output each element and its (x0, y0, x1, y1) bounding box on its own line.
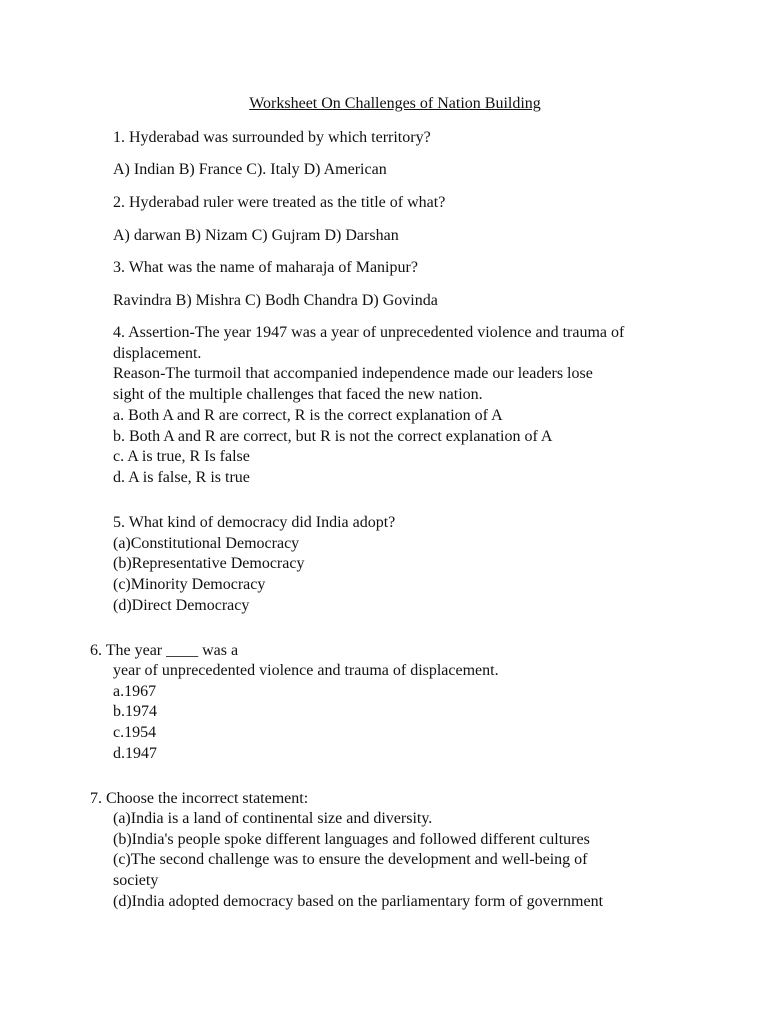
q6-block (113, 661, 499, 765)
q5-question: 5. What kind of democracy did India adopt? (113, 514, 396, 531)
q7-option-a: (a)India is a land of continental size and diversity. (113, 810, 433, 827)
q6-option-b: b.1974 (113, 703, 157, 721)
q6-question-cont: year of unprecedented violence and trauma of displacement. (113, 662, 499, 679)
q4-block (113, 323, 624, 489)
q5-option-c: (c)Minority Democracy (113, 576, 266, 594)
q6-option-a: a.1967 (113, 682, 157, 700)
q7-option-d: (d)India adopted democracy based on the parliamentary form of government (113, 892, 604, 910)
worksheet-title: Worksheet On Challenges of Nation Building (249, 95, 541, 112)
q5-block (113, 513, 395, 617)
q6-question: 6. The year ____ was a (90, 642, 239, 659)
q4-option-d: d. A is false, R is true (113, 468, 250, 486)
q5-option-b: (b)Representative Democracy (113, 555, 305, 573)
q4-reason-cont: sight of the multiple challenges that faced the new nation. (113, 386, 483, 404)
q4-option-c: c. A is true, R Is false (113, 448, 250, 466)
q7-option-c: (c)The second challenge was to ensure the development and well-being of (113, 851, 588, 869)
q5-option-a: (a)Constitutional Democracy (113, 534, 300, 552)
q3-options: Ravindra B) Mishra C) Bodh Chandra D) Govinda (113, 292, 438, 309)
q6-option-c: c.1954 (113, 724, 157, 742)
q4-assertion: 4. Assertion-The year 1947 was a year of unprecedented violence and trauma of (113, 324, 625, 341)
q5-option-d: (d)Direct Democracy (113, 596, 250, 614)
q2-options: A) darwan B) Nizam C) Gujram D) Darshan (113, 227, 399, 244)
q4-option-b: b. Both A and R are correct, but R is not the correct explanation of A (113, 427, 553, 445)
q4-option-a: a. Both A and R are correct, R is the correct explanation of A (113, 406, 503, 424)
q7-option-b: (b)India's people spoke different languages and followed different cultures (113, 830, 590, 848)
q7-question: 7. Choose the incorrect statement: (90, 790, 309, 807)
q4-assertion-cont: displacement. (113, 344, 202, 362)
q2-question: 2. Hyderabad ruler were treated as the title of what? (113, 194, 446, 211)
q3-question: 3. What was the name of maharaja of Manipur? (113, 259, 418, 276)
q4-reason: Reason-The turmoil that accompanied independence made our leaders lose (113, 365, 593, 383)
q6-option-d: d.1947 (113, 744, 157, 762)
q7-option-c-cont: society (113, 872, 159, 890)
q1-options: A) Indian B) France C). Italy D) American (113, 161, 387, 178)
q1-question: 1. Hyderabad was surrounded by which territory? (113, 129, 431, 146)
q7-block (113, 809, 603, 913)
